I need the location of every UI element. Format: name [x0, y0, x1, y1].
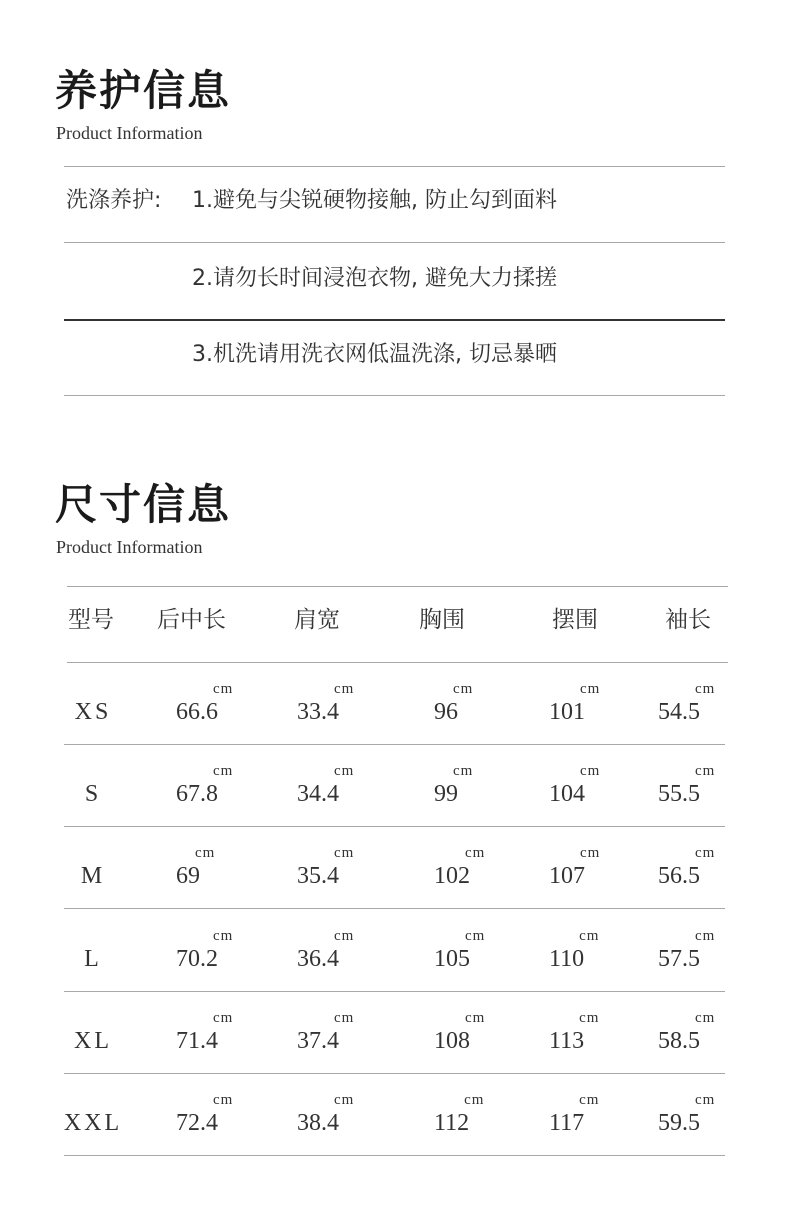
cell-value: 38.4	[297, 1110, 339, 1136]
unit-label: cm	[580, 681, 601, 697]
unit-label: cm	[695, 928, 716, 944]
table-row	[0, 909, 790, 991]
size-label: M	[80, 863, 106, 889]
unit-label: cm	[465, 928, 486, 944]
table-row	[0, 744, 790, 826]
cell-chest	[434, 681, 474, 725]
unit-label: cm	[695, 763, 716, 779]
cell-hem	[549, 845, 601, 889]
cell-value: 71.4	[176, 1028, 218, 1054]
cell-back-length	[176, 1010, 234, 1054]
cell-value: 69	[176, 863, 200, 889]
cell-value: 33.4	[297, 699, 339, 725]
header-sleeve: 袖长	[665, 607, 711, 633]
cell-value: 56.5	[658, 863, 700, 889]
unit-label: cm	[695, 681, 716, 697]
cell-value: 99	[434, 781, 458, 807]
unit-label: cm	[465, 845, 486, 861]
unit-label: cm	[580, 845, 601, 861]
cell-shoulder	[297, 928, 355, 972]
unit-label: cm	[334, 845, 355, 861]
divider	[64, 166, 725, 167]
row-divider	[64, 1155, 725, 1156]
cell-sleeve	[658, 928, 716, 972]
divider	[64, 319, 725, 321]
size-subtitle: Product Information	[56, 537, 203, 557]
header-chest: 胸围	[419, 607, 465, 633]
cell-chest	[434, 1092, 485, 1136]
size-label: XXL	[63, 1110, 123, 1136]
cell-shoulder	[297, 681, 355, 725]
cell-value: 107	[549, 863, 585, 889]
unit-label: cm	[195, 845, 216, 861]
divider	[64, 242, 725, 243]
cell-shoulder	[297, 763, 355, 807]
cell-value: 58.5	[658, 1028, 700, 1054]
cell-value: 35.4	[297, 863, 339, 889]
cell-sleeve	[658, 763, 716, 807]
unit-label: cm	[213, 1092, 234, 1108]
unit-label: cm	[213, 928, 234, 944]
table-top-border	[67, 586, 728, 587]
size-label: XL	[74, 1028, 112, 1054]
unit-label: cm	[213, 763, 234, 779]
cell-value: 37.4	[297, 1028, 339, 1054]
cell-value: 102	[434, 863, 470, 889]
cell-value: 101	[549, 699, 585, 725]
cell-value: 112	[434, 1110, 470, 1136]
header-shoulder: 肩宽	[294, 607, 340, 633]
cell-chest	[434, 845, 486, 889]
cell-chest	[434, 763, 474, 807]
table-row	[0, 991, 790, 1073]
cell-value: 117	[549, 1110, 585, 1136]
unit-label: cm	[579, 1010, 600, 1026]
cell-value: 96	[434, 699, 458, 725]
cell-value: 110	[549, 946, 585, 972]
unit-label: cm	[334, 763, 355, 779]
cell-chest	[434, 1010, 486, 1054]
table-row	[0, 1073, 790, 1155]
cell-value: 59.5	[658, 1110, 700, 1136]
unit-label: cm	[579, 928, 600, 944]
cell-hem	[549, 681, 601, 725]
unit-label: cm	[464, 1092, 485, 1108]
unit-label: cm	[334, 1092, 355, 1108]
care-line-3: 3.机洗请用洗衣网低温洗涤, 切忌暴晒	[192, 342, 557, 367]
cell-value: 54.5	[658, 699, 700, 725]
unit-label: cm	[695, 1010, 716, 1026]
unit-label: cm	[334, 1010, 355, 1026]
cell-value: 105	[434, 946, 470, 972]
care-title: 养护信息	[55, 66, 232, 115]
cell-value: 108	[434, 1028, 470, 1054]
unit-label: cm	[579, 1092, 600, 1108]
unit-label: cm	[453, 681, 474, 697]
header-back-length: 后中长	[157, 607, 226, 633]
cell-shoulder	[297, 1092, 355, 1136]
cell-back-length	[176, 681, 234, 725]
header-size: 型号	[68, 607, 114, 633]
cell-value: 55.5	[658, 781, 700, 807]
cell-back-length	[176, 928, 234, 972]
cell-back-length	[176, 1092, 234, 1136]
unit-label: cm	[580, 763, 601, 779]
cell-hem	[549, 928, 600, 972]
unit-label: cm	[695, 1092, 716, 1108]
cell-hem	[549, 1092, 600, 1136]
size-label: S	[84, 781, 102, 807]
table-row	[0, 662, 790, 744]
cell-back-length	[176, 763, 234, 807]
cell-hem	[549, 763, 601, 807]
cell-value: 36.4	[297, 946, 339, 972]
size-title: 尺寸信息	[55, 480, 232, 529]
care-subtitle: Product Information	[56, 123, 203, 143]
unit-label: cm	[213, 1010, 234, 1026]
care-line-2: 2.请勿长时间浸泡衣物, 避免大力揉搓	[192, 266, 557, 291]
cell-hem	[549, 1010, 600, 1054]
unit-label: cm	[334, 928, 355, 944]
cell-shoulder	[297, 845, 355, 889]
size-label: XS	[74, 699, 112, 725]
cell-value: 70.2	[176, 946, 218, 972]
cell-value: 72.4	[176, 1110, 218, 1136]
table-row	[0, 826, 790, 908]
header-hem: 摆围	[552, 607, 598, 633]
cell-shoulder	[297, 1010, 355, 1054]
cell-value: 66.6	[176, 699, 218, 725]
size-label: L	[84, 946, 102, 972]
divider	[64, 395, 725, 396]
care-line-1: 1.避免与尖锐硬物接触, 防止勾到面料	[192, 188, 557, 213]
cell-chest	[434, 928, 486, 972]
cell-sleeve	[658, 845, 716, 889]
cell-value: 113	[549, 1028, 585, 1054]
cell-sleeve	[658, 1092, 716, 1136]
cell-value: 34.4	[297, 781, 339, 807]
unit-label: cm	[453, 763, 474, 779]
unit-label: cm	[213, 681, 234, 697]
cell-sleeve	[658, 1010, 716, 1054]
unit-label: cm	[465, 1010, 486, 1026]
cell-sleeve	[658, 681, 716, 725]
unit-label: cm	[695, 845, 716, 861]
cell-value: 104	[549, 781, 585, 807]
cell-back-length	[176, 845, 216, 889]
care-label: 洗涤养护:	[66, 188, 162, 213]
unit-label: cm	[334, 681, 355, 697]
cell-value: 57.5	[658, 946, 700, 972]
cell-value: 67.8	[176, 781, 218, 807]
